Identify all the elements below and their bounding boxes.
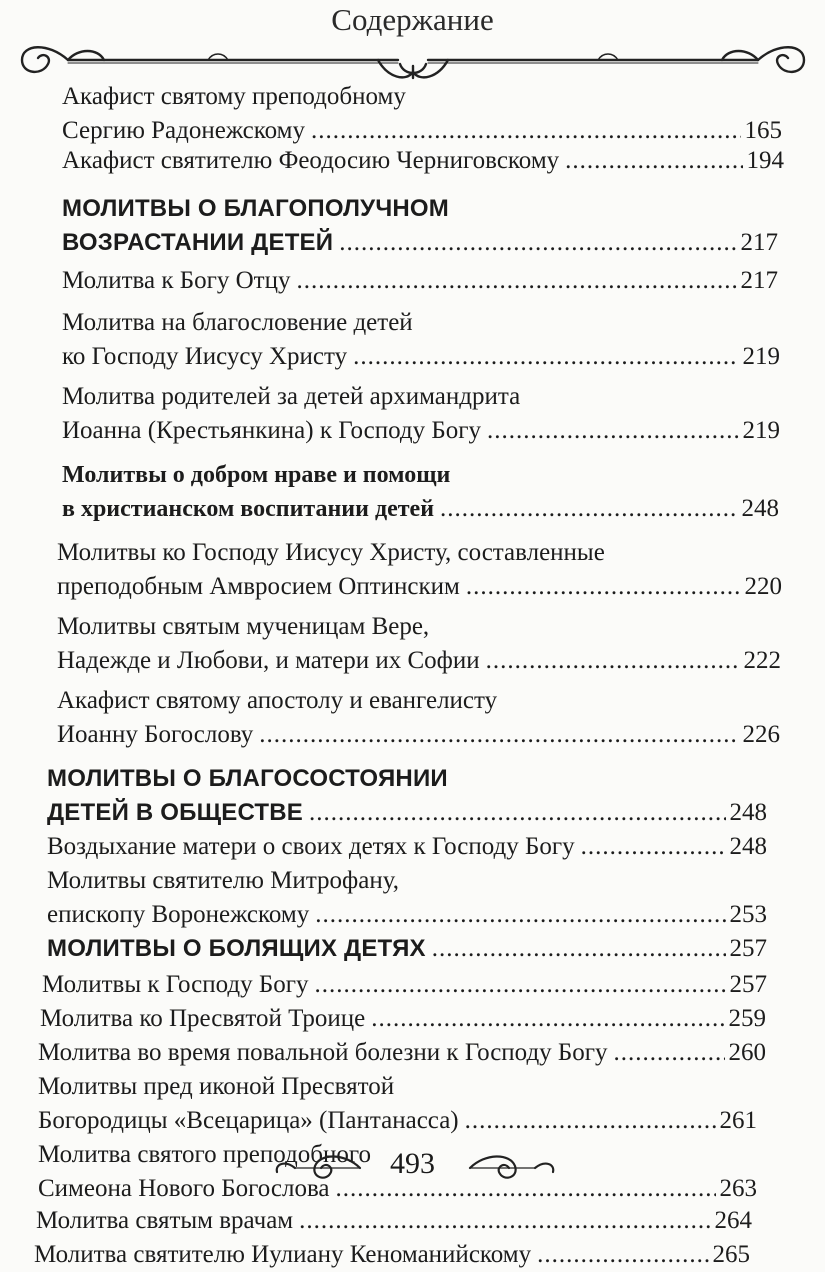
toc-entry-title: в христианском воспитании детей <box>62 496 435 522</box>
leader-dots <box>440 492 737 526</box>
toc-page-number: 226 <box>742 721 780 748</box>
page-number: 493 <box>390 1147 435 1180</box>
toc-entry-title: Молитва во время повальной болезни к Господу Богу <box>38 1039 608 1066</box>
leader-dots <box>259 718 738 752</box>
toc-entry <box>47 830 767 864</box>
leader-dots <box>537 1238 708 1272</box>
toc-page-number: 260 <box>728 1039 766 1066</box>
toc-entry <box>62 144 784 178</box>
leader-dots <box>432 932 726 966</box>
toc-entry-line <box>47 864 767 898</box>
toc-entry-line <box>62 380 780 414</box>
toc-page-number: 248 <box>729 799 767 826</box>
toc-entry-title: Молитва святого преподобного <box>38 1141 372 1168</box>
toc-entry-title: преподобным Амвросием Оптинским <box>57 573 460 600</box>
toc-entry-title: ВОЗРАСТАНИИ ДЕТЕЙ <box>62 229 334 256</box>
toc-entry <box>40 1002 766 1036</box>
toc-page-number: 257 <box>729 935 767 962</box>
toc-entry-title: Молитвы святым мученицам Вере, <box>57 613 430 640</box>
toc-entry-title: Молитва на благословение детей <box>62 309 413 336</box>
toc-entry-title: Молитва к Богу Отцу <box>62 267 291 294</box>
toc-entry-title: Молитвы ко Господу Иисусу Христу, составленные <box>57 539 605 566</box>
leader-dots <box>581 830 726 864</box>
leader-dots <box>465 1104 716 1138</box>
toc-entry-title: ДЕТЕЙ В ОБЩЕСТВЕ <box>47 799 304 826</box>
toc-entry-title: Иоанна (Крестьянкина) к Господу Богу <box>62 417 481 444</box>
leader-dots <box>299 1204 710 1238</box>
toc-page-number: 217 <box>740 267 778 294</box>
toc-entry-title: Молитва святителю Иулиану Кеноманийскому <box>34 1241 532 1268</box>
toc-entry-title: МОЛИТВЫ О БЛАГОПОЛУЧНОМ <box>62 195 449 222</box>
toc-entry <box>38 1104 757 1138</box>
toc-entry-line <box>62 80 782 114</box>
toc-page-number: 261 <box>719 1107 757 1134</box>
toc-entry <box>57 644 781 678</box>
toc-page-number: 217 <box>740 229 778 256</box>
toc-entry-title: Молитвы к Господу Богу <box>42 971 309 998</box>
toc-entry-title: Иоанну Богослову <box>57 721 254 748</box>
toc-entry-title: ко Господу Иисусу Христу <box>62 343 348 370</box>
leader-dots <box>315 898 725 932</box>
toc-page-number: 248 <box>729 833 767 860</box>
leader-dots <box>339 226 736 260</box>
toc-page-number: 265 <box>712 1241 750 1268</box>
toc-entry-title: епископу Воронежскому <box>47 901 310 928</box>
leader-dots <box>565 144 742 178</box>
toc-page-number: 253 <box>729 901 767 928</box>
toc-entry-title: Молитва ко Пресвятой Троице <box>40 1005 366 1032</box>
toc-page-number: 219 <box>742 343 780 370</box>
leader-dots <box>371 1002 724 1036</box>
toc-entry <box>62 226 778 260</box>
toc-page-number: 259 <box>728 1005 766 1032</box>
toc-entry <box>42 968 767 1002</box>
page-title: Содержание <box>331 2 494 37</box>
toc-entry-line <box>62 306 780 340</box>
toc-entry <box>57 570 782 604</box>
toc-entry-line <box>57 610 781 644</box>
toc-entry-title: МОЛИТВЫ О БЛАГОСОСТОЯНИИ <box>47 765 448 792</box>
toc-entry <box>47 898 767 932</box>
toc-entry <box>57 718 780 752</box>
toc-entry <box>62 114 782 148</box>
toc-entry <box>62 340 780 374</box>
leader-dots <box>353 340 738 374</box>
leader-dots <box>309 796 725 830</box>
toc-entry-title: Сергию Радонежскому <box>62 117 305 144</box>
toc-entry <box>62 414 780 448</box>
leader-dots <box>297 264 737 298</box>
toc-entry-line <box>57 684 780 718</box>
toc-entry-title: Акафист святому преподобному <box>62 83 406 110</box>
leader-dots <box>486 644 740 678</box>
toc-entry <box>38 1036 766 1070</box>
toc-entry-title: Акафист святителю Феодосию Черниговскому <box>62 147 560 174</box>
toc-page-number: 264 <box>714 1207 752 1234</box>
toc-page-number: 248 <box>741 495 779 522</box>
toc-entry-title: Надежде и Любови, и матери их Софии <box>57 647 480 674</box>
toc-page-number: 165 <box>744 117 782 144</box>
toc-entry-title: Молитва святым врачам <box>36 1207 294 1234</box>
toc-entry <box>34 1238 750 1272</box>
toc-entry-line <box>38 1070 757 1104</box>
toc-entry-title: Акафист святому апостолу и евангелисту <box>57 687 498 714</box>
toc-page-number: 263 <box>719 1175 757 1202</box>
toc-entry-title: Воздыхание матери о своих детях к Господу Богу <box>47 833 575 860</box>
toc-entry-title: Симеона Нового Богослова <box>38 1175 330 1202</box>
toc-entry-title: Молитвы святителю Митрофану, <box>47 867 399 894</box>
leader-dots <box>311 114 741 148</box>
toc-entry-title: Молитвы о добром нраве и помощи <box>62 462 451 488</box>
toc-page-number: 194 <box>746 147 784 174</box>
toc-entry-title: МОЛИТВЫ О БОЛЯЩИХ ДЕТЯХ <box>47 935 426 962</box>
toc-entry-line <box>62 192 778 226</box>
leader-dots <box>614 1036 725 1070</box>
toc-entry-title: Молитвы пред иконой Пресвятой <box>38 1073 395 1100</box>
toc-entry <box>47 796 767 830</box>
leader-dots <box>315 968 726 1002</box>
toc-entry <box>47 932 767 966</box>
toc-entry-line <box>62 458 779 492</box>
toc-page-number: 257 <box>729 971 767 998</box>
toc-entry <box>36 1204 752 1238</box>
toc-entry-line <box>47 762 767 796</box>
toc-entry-line <box>57 536 782 570</box>
toc-entry-title: Богородицы «Всецарица» (Пантанасса) <box>38 1107 459 1134</box>
toc-page-number: 220 <box>744 573 782 600</box>
leader-dots <box>487 414 739 448</box>
toc-entry <box>62 492 779 526</box>
toc-page-number: 219 <box>742 417 780 444</box>
leader-dots <box>466 570 741 604</box>
toc-entry-title: Молитва родителей за детей архимандрита <box>62 383 521 410</box>
toc-page-number: 222 <box>743 647 781 674</box>
toc-entry <box>62 264 778 298</box>
